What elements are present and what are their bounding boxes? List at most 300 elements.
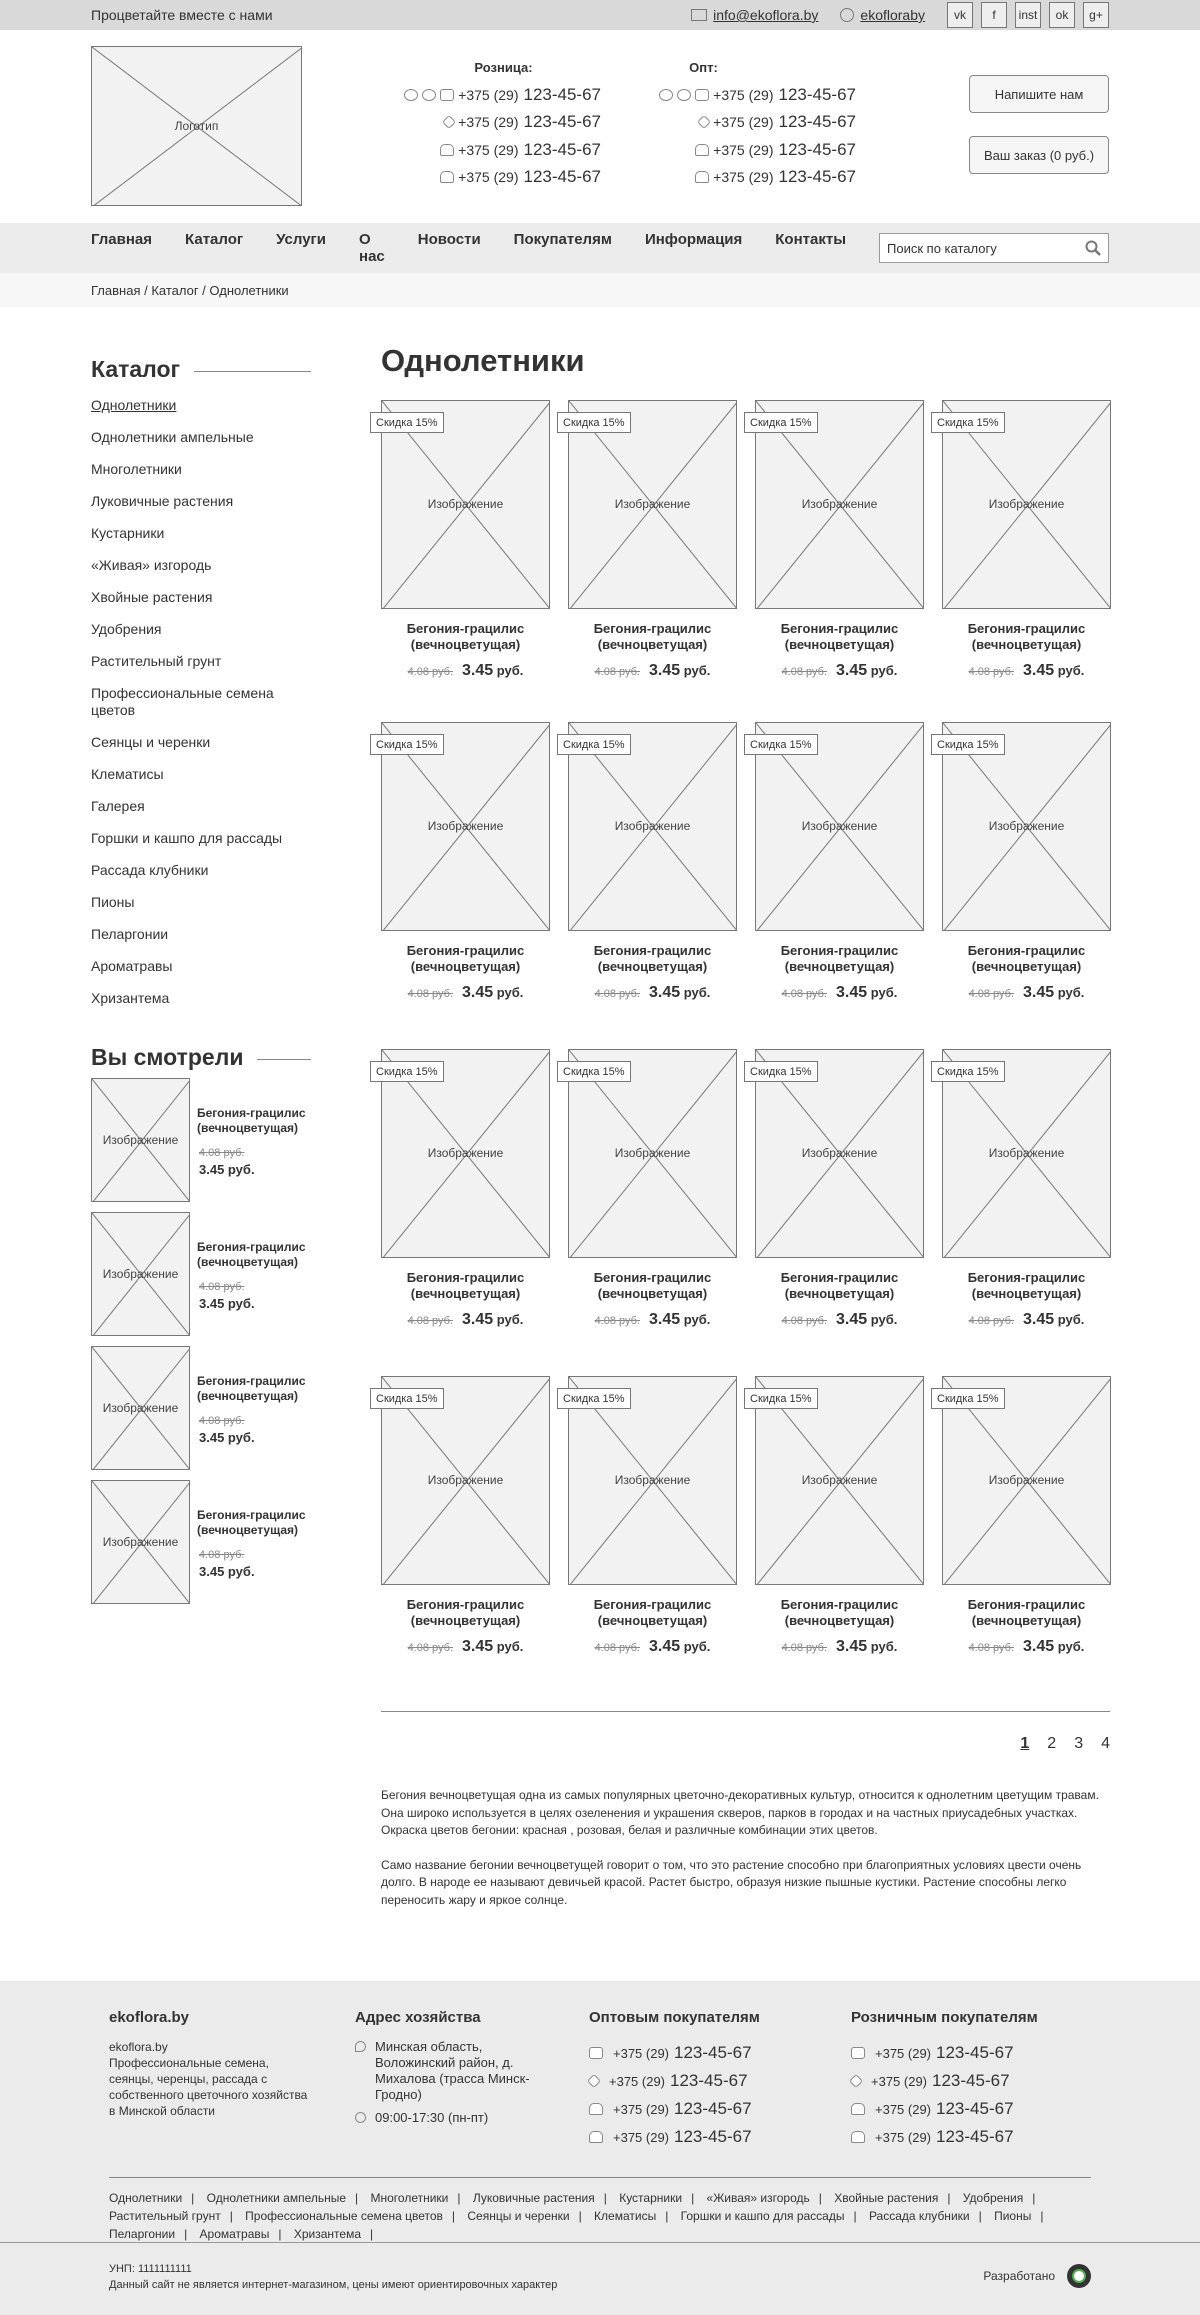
currency: руб. [496,1639,524,1654]
retail-phone-row[interactable] [376,81,601,109]
discount-badge: Скидка 15% [557,412,631,433]
nav-item-info[interactable]: Информация [644,231,743,248]
new-price: 3.45 [1023,984,1055,1001]
page-link[interactable]: 4 [1101,1735,1110,1752]
wholesale-phone-row[interactable] [631,81,856,109]
footer-link[interactable]: Сеянцы и черенки [467,2209,570,2223]
link-separator: | [1040,2209,1044,2223]
address-text: Минская область, Воложинский район, д. Михалова (трасса Минск-Гродно) [375,2039,530,2102]
discount-badge: Скидка 15% [370,1061,444,1082]
product-price [755,984,924,1002]
footer-link[interactable]: Рассада клубники [868,2209,970,2223]
old-price: 4.08 руб. [594,988,641,1000]
phone-prefix: +375 (29) [713,86,774,103]
address-row [355,2039,560,2103]
product-name[interactable]: Бегония-грацилис (вечноцветущая) [406,943,525,974]
footer-link[interactable]: Пионы [994,2209,1032,2223]
footer-link[interactable]: Клематисы [594,2209,657,2223]
vk-icon[interactable]: vk [947,2,973,28]
search-input[interactable] [879,233,1109,263]
product-name[interactable]: Бегония-грацилис (вечноцветущая) [780,621,899,652]
viewed-image[interactable] [91,1480,190,1604]
nav-item-contacts[interactable]: Контакты [775,231,847,248]
image-placeholder-label: Изображение [102,1133,179,1147]
footer-link[interactable]: Пеларгонии [109,2227,176,2241]
category-link[interactable]: Сеянцы и черенки [91,734,211,750]
product-name[interactable]: Бегония-грацилис (вечноцветущая) [967,943,1086,974]
footer-link[interactable]: Хризантема [293,2227,362,2241]
category-link[interactable]: Растительный грунт [91,653,222,669]
hours-text: 09:00-17:30 (пн-пт) [375,2110,489,2125]
phone-prefix: +375 (29) [613,2101,670,2117]
product-name[interactable]: Бегония-грацилис (вечноцветущая) [780,1597,899,1628]
description-paragraph [381,1787,1110,1840]
old-price: 4.08 руб. [407,1642,454,1654]
product-name[interactable]: Бегония-грацилис (вечноцветущая) [780,943,899,974]
currency: руб. [1057,985,1085,1000]
mobile-icon [589,2047,603,2059]
viber-icon [677,89,691,101]
discount-badge: Скидка 15% [931,412,1005,433]
tagline: Процветайте вместе с нами [91,7,273,23]
image-placeholder-label: Изображение [988,497,1065,511]
footer-link[interactable]: Луковичные растения [472,2191,595,2205]
product-price [755,662,924,680]
image-placeholder-label: Изображение [988,1146,1065,1160]
discount-badge: Скидка 15% [744,1388,818,1409]
footer-link[interactable]: Многолетники [370,2191,449,2205]
product-price [568,662,737,680]
category-link[interactable]: Пеларгонии [91,926,169,942]
catalog-heading [91,356,311,383]
old-price: 4.08 руб. [968,1642,1015,1654]
footer-retail [851,2009,1091,2151]
phone-prefix: +375 (29) [458,114,519,131]
category-list [91,397,311,1007]
footer-address-title: Адрес хозяйства [355,2009,481,2026]
phone-prefix: +375 (29) [713,114,774,131]
viewed-image[interactable] [91,1212,190,1336]
new-price: 3.45 руб. [199,1564,255,1579]
top-bar [0,0,1200,30]
image-placeholder-label: Изображение [102,1401,179,1415]
phone-number: 123-45-67 [932,2071,1010,2090]
product-name[interactable]: Бегония-грацилис (вечноцветущая) [593,1270,712,1301]
old-price: 4.08 руб. [199,1549,245,1561]
mobile-icon [695,89,709,101]
image-placeholder-label: Изображение [427,497,504,511]
legal-info [109,2261,557,2293]
category-link[interactable]: Ароматравы [91,958,173,974]
product-name[interactable]: Бегония-грацилис (вечноцветущая) [406,1597,525,1628]
product-price [381,1311,550,1329]
category-link[interactable]: Луковичные растения [91,493,234,509]
currency: руб. [870,985,898,1000]
new-price: 3.45 руб. [199,1430,255,1445]
main [0,307,1200,1981]
product-price [942,1311,1111,1329]
link-separator: | [451,2209,456,2223]
nav-menu [91,231,879,265]
currency: руб. [870,1639,898,1654]
write-us-button[interactable]: Напишите нам [969,75,1109,113]
product-price [568,1311,737,1329]
product-price [381,1638,550,1656]
link-separator: | [578,2209,582,2223]
product-name[interactable]: Бегония-грацилис (вечноцветущая) [406,621,525,652]
product-price [942,662,1111,680]
footer-retail-phones [851,2039,1091,2151]
nav-item-services[interactable]: Услуги [276,231,327,248]
product-price [568,984,737,1002]
page-link[interactable]: 1 [1020,1735,1030,1752]
catalog-sidebar [91,356,311,1022]
cart-button[interactable]: Ваш заказ (0 руб.) [969,136,1109,174]
link-separator: | [278,2227,282,2241]
product-price [755,1638,924,1656]
category-link[interactable]: Профессиональные семена цветов [91,685,274,718]
category-link[interactable]: Удобрения [91,621,162,637]
new-price: 3.45 [649,1638,681,1655]
phone-number: 123-45-67 [778,112,856,132]
footer-retail-title: Розничным покупателям [851,2009,1038,2026]
category-link[interactable]: Горшки и кашпо для рассады [91,830,283,846]
phone-number: 123-45-67 [936,2099,1014,2118]
footer-link[interactable]: «Живая» изгородь [706,2191,810,2205]
footer-phone-row[interactable] [589,2039,799,2067]
currency: руб. [496,1312,524,1327]
footer-link[interactable]: Удобрения [962,2191,1024,2205]
link-separator: | [457,2191,461,2205]
discount-badge: Скидка 15% [744,1061,818,1082]
phone-number: 123-45-67 [674,2127,752,2146]
new-price: 3.45 [1023,1638,1055,1655]
skype-link[interactable] [840,7,925,23]
image-placeholder-label: Изображение [427,819,504,833]
footer-brand-text: ekoflora.by Профессиональные семена, сеянцы, черенцы, рассада с собственного цветочного хозяйства в Минской области [109,2040,308,2118]
viewed-item[interactable] [91,1480,311,1604]
landline-phone-icon [695,144,709,156]
footer-link[interactable]: Профессиональные семена цветов [245,2209,443,2223]
viewed-item[interactable] [91,1078,311,1202]
footer-phone-row[interactable] [589,2095,799,2123]
footer-link[interactable]: Ароматравы [199,2227,270,2241]
discount-badge: Скидка 15% [931,1388,1005,1409]
old-price: 4.08 руб. [594,1642,641,1654]
mail-icon [691,9,707,21]
image-placeholder-label: Изображение [988,819,1065,833]
phone-number: 123-45-67 [936,2127,1014,2146]
viewed-image[interactable] [91,1078,190,1202]
currency: руб. [496,985,524,1000]
footer-wholesale-phones [589,2039,799,2151]
developer-label: Разработано [983,2269,1055,2283]
old-price: 4.08 руб. [407,666,454,678]
product-name[interactable]: Бегония-грацилис (вечноцветущая) [593,943,712,974]
phone-prefix: +375 (29) [458,169,519,186]
footer-phone-row[interactable] [589,2123,799,2151]
nav-item-news[interactable]: Новости [417,231,481,248]
catalog-title: Каталог [91,356,181,382]
discount-badge: Скидка 15% [557,734,631,755]
image-placeholder-label: Изображение [614,1146,691,1160]
product-name[interactable]: Бегония-грацилис (вечноцветущая) [967,1270,1086,1301]
landline-phone-icon [851,2103,865,2115]
whatsapp-icon [659,89,673,101]
product-price [381,662,550,680]
viewed-item[interactable] [91,1212,311,1336]
link-separator: | [853,2209,857,2223]
phone-prefix: +375 (29) [875,2129,932,2145]
footer-address [355,2009,560,2133]
category-link[interactable]: Клематисы [91,766,164,782]
phone-number: 123-45-67 [674,2099,752,2118]
footer-link[interactable]: Однолетники [109,2191,183,2205]
category-link[interactable]: Рассада клубники [91,862,209,878]
product-price [942,984,1111,1002]
phone-number: 123-45-67 [674,2043,752,2062]
image-placeholder-label: Изображение [427,1146,504,1160]
footer-wholesale [589,2009,799,2151]
footer-link[interactable]: Горшки и кашпо для рассады [680,2209,845,2223]
image-placeholder-label: Изображение [102,1535,179,1549]
new-price: 3.45 [1023,662,1055,679]
phone-prefix: +375 (29) [458,86,519,103]
category-link[interactable]: Многолетники [91,461,182,477]
page-link[interactable]: 2 [1047,1735,1057,1752]
description-paragraph: Само название бегонии вечноцветущей говорит о том, что это растение способно при благоприятных условиях цвести очень долго. В народе ее называют девичьей красой. Растет быстро, образуя низкие пышные кустики. Растение способны легко переносить жару и яркое солнце. [381,1857,1082,1907]
phone-prefix: +375 (29) [713,141,774,158]
nav-item-catalog[interactable]: Каталог [185,231,244,248]
heading-divider [194,371,311,372]
viewed-item[interactable] [91,1346,311,1470]
page-link[interactable]: 3 [1074,1735,1084,1752]
new-price: 3.45 [462,1638,494,1655]
category-link[interactable]: Однолетники [91,397,177,413]
instagram-icon[interactable]: inst [1015,2,1041,28]
social-links [947,2,1109,28]
image-placeholder-label: Изображение [801,497,878,511]
link-separator: | [947,2191,951,2205]
old-price: 4.08 руб. [407,1315,454,1327]
old-price: 4.08 руб. [594,1315,641,1327]
image-placeholder-label: Изображение [801,819,878,833]
landline-phone-icon [695,171,709,183]
discount-badge: Скидка 15% [370,412,444,433]
mobile-icon [440,89,454,101]
odnoklassniki-icon[interactable]: ok [1049,2,1075,28]
heading-divider [257,1059,311,1060]
product-name[interactable]: Бегония-грацилис (вечноцветущая) [967,1597,1086,1628]
old-price: 4.08 руб. [781,1642,828,1654]
location-pin-icon [355,2041,366,2052]
retail-phone-row[interactable] [376,164,601,192]
footer-link[interactable]: Однолетники ампельные [206,2191,347,2205]
discount-badge: Скидка 15% [557,1061,631,1082]
new-price: 3.45 [836,1638,868,1655]
link-separator: | [191,2191,195,2205]
footer-brand-title: ekoflora.by [109,2009,190,2026]
link-separator: | [184,2227,188,2241]
product-price [568,1638,737,1656]
hours-row [355,2110,560,2126]
phone-prefix: +375 (29) [713,169,774,186]
viewed-title: Вы смотрели [91,1044,244,1070]
category-link[interactable]: «Живая» изгородь [91,557,212,573]
unp-text: УНП: 1111111111 [109,2263,192,2275]
wholesale-phone-row[interactable] [631,164,856,192]
product-name[interactable]: Бегония-грацилис (вечноцветущая) [406,1270,525,1301]
category-link[interactable]: Пионы [91,894,135,910]
footer-link[interactable]: Хвойные растения [834,2191,939,2205]
search-placeholder: Поиск по каталогу [887,240,997,256]
retail-phone-row[interactable] [376,109,601,137]
footer-category-links [109,2177,1091,2243]
phone-number: 123-45-67 [778,139,856,159]
new-price: 3.45 руб. [199,1296,255,1311]
link-separator: | [978,2209,982,2223]
nav-item-about[interactable]: О нас [359,231,385,265]
category-link[interactable]: Однолетники ампельные [91,429,254,445]
retail-title: Розница: [474,60,533,75]
landline-phone-icon [589,2131,603,2143]
product-name[interactable]: Бегония-грацилис (вечноцветущая) [780,1270,899,1301]
currency: руб. [1057,1312,1085,1327]
link-separator: | [229,2209,233,2223]
new-price: 3.45 [1023,1311,1055,1328]
discount-badge: Скидка 15% [931,734,1005,755]
main-nav [0,223,1200,273]
email-link[interactable] [691,7,818,23]
phone-number: 123-45-67 [523,139,601,159]
disclaimer-text: Данный сайт не является интернет-магазином, цены имеют ориентировочных характер [109,2279,558,2291]
old-price: 4.08 руб. [199,1281,245,1293]
google-plus-icon[interactable]: g+ [1083,2,1109,28]
phone-number: 123-45-67 [523,167,601,187]
currency: руб. [1057,663,1085,678]
old-price: 4.08 руб. [781,988,828,1000]
facebook-icon[interactable]: f [981,2,1007,28]
header [0,30,1200,223]
skype-icon [840,8,854,22]
search-icon[interactable] [1085,240,1101,256]
footer-link[interactable]: Кустарники [619,2191,683,2205]
developer-logo-icon [1067,2264,1091,2288]
phone-prefix: +375 (29) [871,2073,928,2089]
pagination [1020,1735,1110,1753]
wholesale-phones [631,60,856,191]
product-price [942,1638,1111,1656]
phone-prefix: +375 (29) [613,2045,670,2061]
old-price: 4.08 руб. [781,666,828,678]
product-name[interactable]: Бегония-грацилис (вечноцветущая) [593,621,712,652]
new-price: 3.45 [836,984,868,1001]
category-link[interactable]: Хризантема [91,990,170,1006]
viewed-image[interactable] [91,1346,190,1470]
top-bar-contacts [691,2,1109,28]
wholesale-phone-row[interactable] [631,136,856,164]
diamond-icon [697,115,711,129]
product-name[interactable]: Бегония-грацилис (вечноцветущая) [967,621,1086,652]
recently-viewed [91,1044,311,1579]
link-separator: | [370,2227,374,2241]
image-placeholder-label: Изображение [614,497,691,511]
discount-badge: Скидка 15% [931,1061,1005,1082]
currency: руб. [1057,1639,1085,1654]
image-placeholder-label: Изображение [801,1146,878,1160]
image-placeholder-label: Изображение [102,1267,179,1281]
new-price: 3.45 [649,662,681,679]
image-placeholder-label: Изображение [427,1473,504,1487]
new-price: 3.45 [649,1311,681,1328]
viewed-name[interactable]: Бегония-грацилис (вечноцветущая) [197,1374,306,1403]
viewed-name[interactable]: Бегония-грацилис (вечноцветущая) [197,1106,306,1135]
landline-phone-icon [440,144,454,156]
retail-phones [376,60,601,191]
product-name[interactable]: Бегония-грацилис (вечноцветущая) [593,1597,712,1628]
product-price [381,984,550,1002]
category-link[interactable]: Хвойные растения [91,589,213,605]
image-placeholder-label: Изображение [801,1473,878,1487]
category-link[interactable]: Кустарники [91,525,165,541]
phone-prefix: +375 (29) [875,2101,932,2117]
link-separator: | [691,2191,695,2205]
link-separator: | [603,2191,607,2205]
footer-wholesale-title: Оптовым покупателям [589,2009,760,2026]
footer-phone-row[interactable] [851,2123,1091,2151]
category-link[interactable]: Галерея [91,798,145,814]
link-separator: | [355,2191,359,2205]
new-price: 3.45 [649,984,681,1001]
viewed-name[interactable]: Бегония-грацилис (вечноцветущая) [197,1240,306,1269]
phone-number: 123-45-67 [778,167,856,187]
landline-phone-icon [589,2103,603,2115]
landline-phone-icon [440,171,454,183]
logo[interactable] [91,46,302,206]
phone-prefix: +375 (29) [875,2045,932,2061]
discount-badge: Скидка 15% [744,734,818,755]
footer-phone-row[interactable] [589,2067,799,2095]
breadcrumb[interactable]: Главная / Каталог / Однолетники [0,273,1200,307]
link-separator: | [1032,2191,1036,2205]
phone-number: 123-45-67 [523,112,601,132]
old-price: 4.08 руб. [968,666,1015,678]
new-price: 3.45 [836,662,868,679]
page-title: Однолетники [381,343,585,378]
nav-item-home[interactable]: Главная [91,231,153,248]
developer-credit[interactable] [983,2264,1091,2288]
footer-link[interactable]: Растительный грунт [109,2209,221,2223]
link-separator: | [665,2209,669,2223]
new-price: 3.45 [462,984,494,1001]
retail-phone-row[interactable] [376,136,601,164]
whatsapp-icon [404,89,418,101]
nav-item-customers[interactable]: Покупателям [513,231,612,248]
footer-phone-row[interactable] [851,2067,1091,2095]
discount-badge: Скидка 15% [370,1388,444,1409]
landline-phone-icon [851,2131,865,2143]
skype-text: ekofloraby [860,7,925,23]
old-price: 4.08 руб. [407,988,454,1000]
image-placeholder-label: Изображение [614,819,691,833]
category-description [381,1787,1110,1926]
phone-number: 123-45-67 [936,2043,1014,2062]
viewed-name[interactable]: Бегония-грацилис (вечноцветущая) [197,1508,306,1537]
wholesale-phone-row[interactable] [631,109,856,137]
currency: руб. [496,663,524,678]
footer-phone-row[interactable] [851,2095,1091,2123]
footer-phone-row[interactable] [851,2039,1091,2067]
